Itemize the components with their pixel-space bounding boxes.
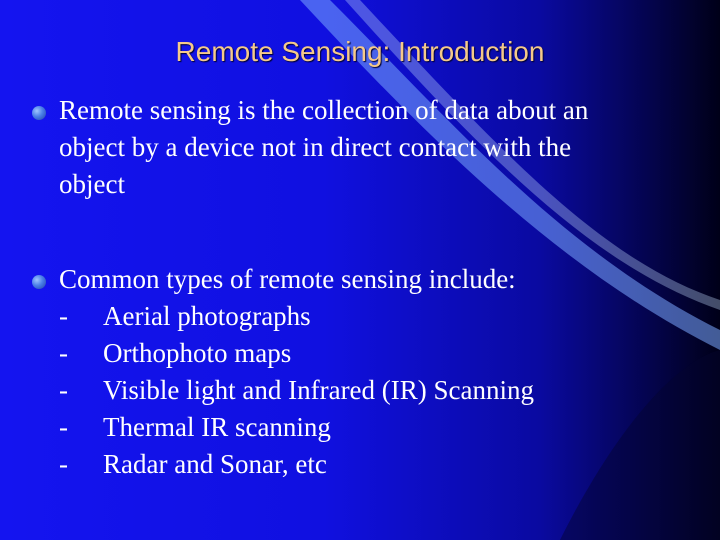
bullet-icon [32,106,46,120]
sub-item-text: Radar and Sonar, etc [103,449,327,479]
sub-item-text: Aerial photographs [103,301,311,331]
dash-marker: - [59,375,68,405]
sub-item-text: Visible light and Infrared (IR) Scanning [103,375,535,405]
bullet-types [30,261,700,483]
dash-marker: - [59,338,68,368]
sub-item [59,372,700,409]
sub-item [59,446,700,483]
bullet-icon [32,275,46,289]
bullet-line: object by a device not in direct contact with the [59,132,572,162]
dash-marker: - [59,412,68,442]
bullet-definition [30,92,700,203]
sub-item [59,298,700,335]
sub-item [59,335,700,372]
bullet-line: Remote sensing is the collection of data about an [59,95,589,125]
slide-title: Remote Sensing: Introduction [175,36,545,67]
sub-item-text: Orthophoto maps [103,338,292,368]
dash-marker: - [59,301,68,331]
sub-item-text: Thermal IR scanning [103,412,331,442]
sub-item [59,409,700,446]
dash-marker: - [59,449,68,479]
bullet-line: Common types of remote sensing include: [59,264,516,294]
bullet-line: object [59,169,125,199]
